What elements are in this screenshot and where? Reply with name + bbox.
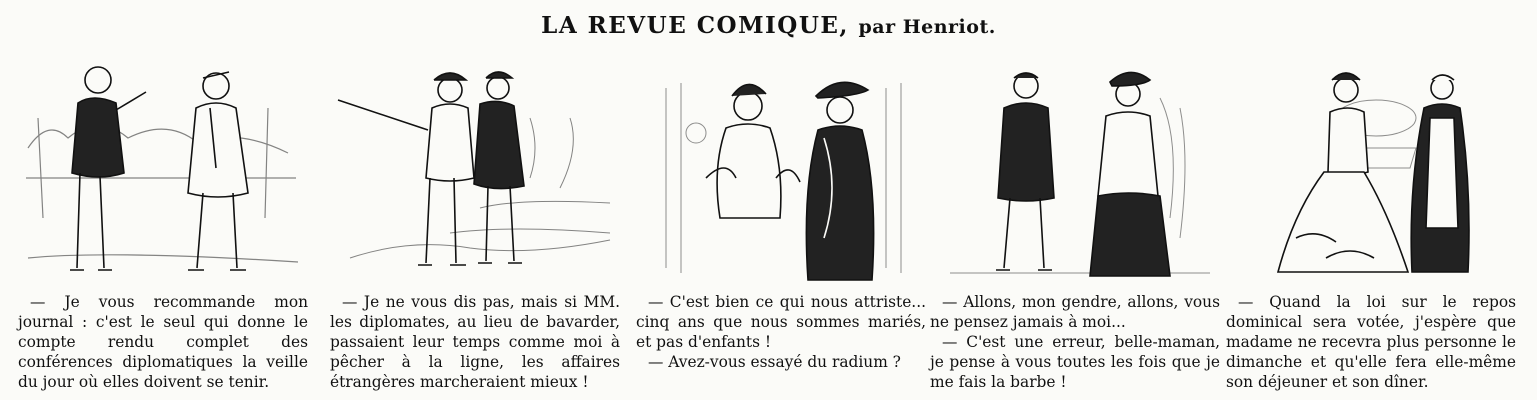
two-ladies-illustration bbox=[636, 58, 926, 288]
comic-panel-1 bbox=[18, 54, 308, 400]
son-in-law-illustration bbox=[930, 58, 1220, 288]
caption-line: — Allons, mon gendre, allons, vous ne pensez jamais à moi... bbox=[930, 293, 1220, 331]
panel-2-caption bbox=[330, 292, 620, 392]
comic-panel-4 bbox=[930, 54, 1220, 400]
panel-1-caption bbox=[18, 292, 308, 392]
panel-3-caption bbox=[636, 292, 926, 372]
panel-2-illustration bbox=[330, 58, 620, 288]
two-gentlemen-illustration bbox=[18, 58, 308, 288]
caption-line: — C'est bien ce qui nous attriste... cinq ans que nous sommes mariés, et pas d'enfants ! bbox=[636, 293, 926, 351]
page-title bbox=[0, 12, 1537, 39]
panel-5-illustration bbox=[1226, 58, 1516, 288]
lady-and-maid-illustration bbox=[1226, 58, 1516, 288]
caption-line: — Quand la loi sur le repos dominical sera votée, j'espère que madame ne recevra plus personne le dimanche et qu'elle fera elle-même son déjeuner et son dîner. bbox=[1226, 293, 1516, 391]
comic-panel-5 bbox=[1226, 54, 1516, 400]
comic-panel-2 bbox=[330, 54, 620, 400]
caption-line: — Avez-vous essayé du radium ? bbox=[648, 353, 901, 371]
panel-4-illustration bbox=[930, 58, 1220, 288]
panel-4-caption bbox=[930, 292, 1220, 392]
fishermen-illustration bbox=[330, 58, 620, 288]
comic-panel-3 bbox=[636, 54, 926, 400]
caption-line: — Je ne vous dis pas, mais si MM. les diplomates, au lieu de bavarder, passaient leur temps comme moi à pêcher à la ligne, les affaires étrangères marcheraient mieux ! bbox=[330, 293, 620, 391]
comic-strip bbox=[0, 54, 1537, 400]
title-byline: par Henriot. bbox=[858, 16, 996, 38]
title-text: LA REVUE COMIQUE, bbox=[541, 12, 849, 39]
caption-line: — C'est une erreur, belle-maman, je pense à vous toutes les fois que je me fais la barbe ! bbox=[930, 333, 1220, 391]
caption-line: — Je vous recommande mon journal : c'est le seul qui donne le compte rendu complet des conférences diplomatiques la veille du jour où elles doivent se tenir. bbox=[18, 293, 308, 391]
panel-5-caption bbox=[1226, 292, 1516, 392]
panel-1-illustration bbox=[18, 58, 308, 288]
panel-3-illustration bbox=[636, 58, 926, 288]
